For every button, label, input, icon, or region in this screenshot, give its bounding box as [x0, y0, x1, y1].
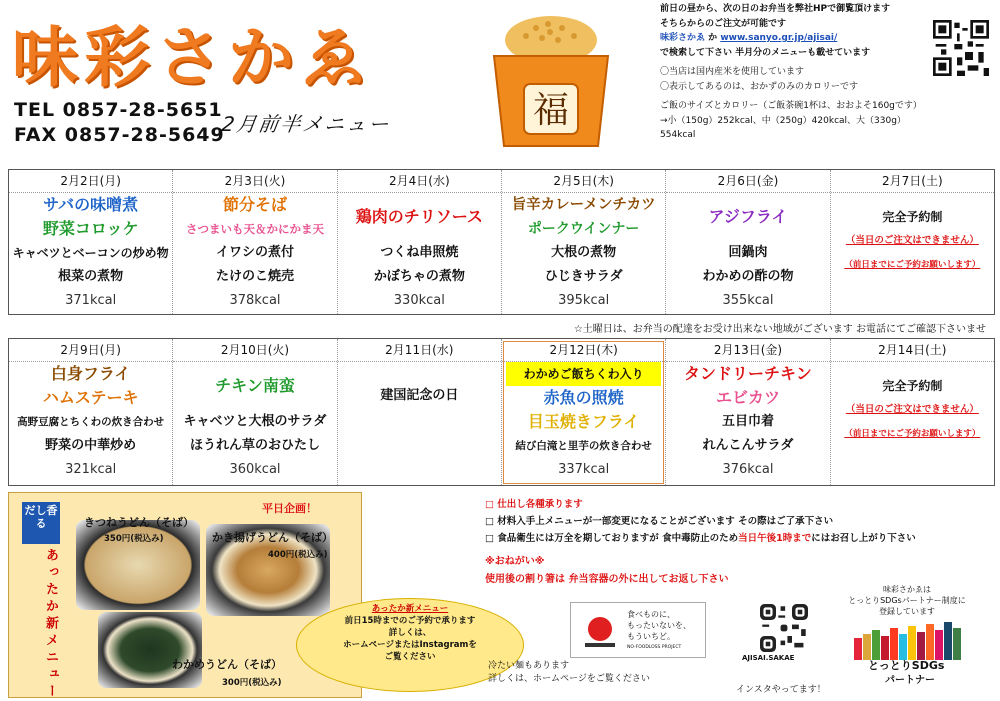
sdgs-caption-line: とっとりSDGsパートナー制度に	[848, 596, 966, 605]
cold-line: 冷たい麺もあります	[488, 661, 570, 671]
info-conj: か	[708, 33, 718, 43]
info-line: 〇当店は国内産米を使用しています	[660, 67, 805, 77]
menu-item: つくね串照焼	[380, 245, 459, 260]
day-date: 2月2日(月)	[9, 170, 172, 193]
day-column	[830, 170, 994, 315]
menu-item: アジフライ	[708, 207, 788, 226]
weekday-campaign: 平日企画！	[262, 502, 317, 515]
day-column	[173, 339, 337, 486]
sdgs-caption	[846, 584, 968, 617]
menu-item: エビカツ	[715, 388, 780, 407]
day-date: 2月6日(金)	[666, 170, 829, 193]
fuku-char: 福	[532, 90, 570, 131]
menu-item: ポークウインナー	[527, 221, 640, 237]
holiday-label: 建国記念の日	[380, 388, 459, 403]
menu-subtitle: 2月前半メニュー	[220, 112, 393, 136]
menu-item: 高野豆腐とちくわの炊き合わせ	[17, 416, 165, 428]
menu-item: さつまいも天＆かにかま天	[185, 222, 324, 236]
request-block	[485, 553, 728, 589]
cold-line: 詳しくは、ホームページをご覧ください	[488, 674, 650, 684]
request-title: ※おねがい※	[485, 556, 545, 567]
day-column	[501, 170, 665, 315]
menu-item: イワシの煮付	[215, 245, 294, 260]
reservation-note: 完全予約制	[882, 210, 943, 224]
wakame-label: わかめうどん（そば）	[172, 658, 282, 671]
qr-code-website[interactable]	[933, 20, 989, 76]
sdgs-caption-line: 登録しています	[879, 607, 935, 616]
day-date: 2月13日(金)	[666, 339, 829, 362]
reservation-warning: （前日までにご予約お願いします）	[844, 429, 981, 439]
bubble-line: ご覧ください	[384, 652, 436, 662]
menu-item: 目玉焼きフライ	[527, 412, 640, 431]
menu-item: たけのこ焼売	[215, 269, 294, 284]
menu-item: わかめご飯ちくわ入り	[506, 362, 661, 386]
reservation-warning: （当日のご注文はできません）	[845, 235, 979, 246]
menu-item	[666, 193, 829, 205]
foodloss-line: 食べものに、	[627, 610, 675, 619]
menu-item	[831, 193, 994, 205]
reservation-warning: （当日のご注文はできません）	[845, 404, 979, 415]
menu-table-week2	[8, 338, 995, 486]
logo: 味彩さかゑ	[12, 19, 372, 96]
day-date: 2月5日(木)	[502, 170, 665, 193]
reservation-warning: （前日までにご予約お願いします）	[844, 260, 981, 270]
dashi-tag: だし香る	[22, 502, 60, 544]
day-column	[666, 170, 830, 315]
menu-item: 節分そば	[222, 195, 287, 214]
foodloss-line: もういちど。	[627, 632, 675, 641]
foodloss-icon	[575, 605, 625, 655]
menu-item: 野菜コロッケ	[42, 219, 139, 238]
menu-item: 旨辛カレーメンチカツ	[511, 197, 656, 213]
menu-item: チキン南蛮	[215, 376, 295, 395]
note-menu-change: □ 材料入手上メニューが一部変更になることがございます その際はご了承下さい	[485, 516, 834, 527]
fax-number: FAX 0857-28-5649	[14, 124, 225, 146]
day-date: 2月14日(土)	[831, 339, 994, 362]
menu-item: 回鍋肉	[728, 245, 768, 260]
calories: 321kcal	[65, 462, 117, 477]
menu-item: キャベツと大根のサラダ	[183, 414, 327, 429]
menu-item	[338, 193, 501, 205]
menu-item: 五目巾着	[721, 414, 774, 429]
kitsune-label: きつねうどん（そば）	[84, 516, 194, 529]
menu-item	[338, 362, 501, 374]
menu-item: 赤魚の照焼	[543, 388, 624, 407]
note-catering: □ 仕出し各種承ります	[485, 499, 583, 510]
bubble-title: あったか新メニュー	[371, 604, 449, 614]
calories: 355kcal	[722, 293, 774, 308]
kakiage-price: 400円(税込み)	[268, 550, 328, 560]
calories: 337kcal	[558, 462, 610, 477]
info-line: 前日の昼から、次の日のお弁当を弊社HPで御覧頂けます	[660, 4, 891, 14]
foodloss-line: もったいないを、	[627, 621, 691, 630]
menu-item: 白身フライ	[50, 364, 131, 383]
menu-item: 野菜の中華炒め	[45, 438, 137, 453]
menu-item: れんこんサラダ	[702, 438, 794, 453]
instagram-handle: AJISAI.SAKAE	[742, 654, 795, 662]
qr-code-instagram[interactable]	[760, 604, 808, 652]
shop-name-link[interactable]: 味彩さかゑ	[660, 33, 706, 43]
tel-number: TEL 0857-28-5651	[14, 99, 223, 121]
menu-table-week1	[8, 169, 995, 315]
new-menu-vertical: あったか新メニュー	[43, 548, 58, 701]
kakiage-label: かき揚げうどん（そば）	[212, 531, 333, 544]
day-date: 2月9日(月)	[9, 339, 172, 362]
foodloss-caption: NO-FOODLOSS PROJECT	[627, 645, 682, 650]
day-column	[9, 170, 173, 315]
info-block	[660, 2, 930, 143]
menu-item	[338, 374, 501, 384]
note-hygiene: □ 食品衛生には万全を期しておりますが 食中毒防止のため当日午後1時までにはお召し上がり下さい	[485, 533, 916, 544]
menu-item: ひじきサラダ	[544, 269, 623, 284]
menu-item: キャベツとベーコンの炒め物	[12, 246, 169, 260]
menu-item: 大根の煮物	[551, 245, 617, 260]
instagram-caption: インスタやってます！	[736, 685, 826, 695]
bubble-line: 詳しくは、	[388, 628, 432, 638]
day-column	[666, 339, 830, 486]
info-line	[660, 31, 930, 46]
wakame-udon-photo	[98, 612, 202, 688]
sdgs-subtitle: パートナー	[885, 675, 935, 686]
day-column	[173, 170, 337, 315]
menu-item: 結び白滝と里芋の炊き合わせ	[515, 440, 652, 452]
reservation-note: 完全予約制	[882, 379, 943, 393]
notes-block	[485, 496, 995, 547]
bubble-line: 前日15時までのご予約で承ります	[344, 616, 476, 626]
info-line: →小（150g）252kcal、中（250g）420kcal、大（330g）554kcal	[660, 115, 906, 140]
info-line: ご飯のサイズとカロリー（ご飯茶碗1杯は、おおよそ160gです）	[660, 101, 922, 111]
no-foodloss-logo	[570, 602, 706, 658]
request-text: 使用後の割り箸は 弁当容器の外に出してお返し下さい	[485, 574, 729, 585]
sdgs-caption-line: 味彩さかゑは	[883, 585, 931, 594]
calories: 395kcal	[558, 293, 610, 308]
saturday-notice: ☆土曜日は、お弁当の配達をお受け出来ない地域がございます お電話にてご確認下さいませ	[573, 324, 986, 335]
day-date: 2月10日(火)	[173, 339, 336, 362]
menu-item	[173, 362, 336, 374]
day-column	[501, 339, 665, 486]
day-column	[830, 339, 994, 486]
sdgs-title: とっとりSDGs	[868, 659, 945, 672]
menu-item: サバの味噌煮	[43, 195, 139, 214]
menu-item: ほうれん草のおひたし	[189, 438, 320, 453]
menu-item: 根菜の煮物	[58, 269, 124, 284]
menu-item: 鶏肉のチリソース	[355, 207, 483, 226]
day-column	[337, 170, 501, 315]
bubble-line: ホームページまたはInstagramを	[343, 640, 477, 650]
wakame-price: 300円(税込み)	[222, 678, 282, 688]
info-line: 〇表示してあるのは、おかずのみのカロリーです	[660, 81, 859, 92]
calories: 376kcal	[722, 462, 774, 477]
menu-item: タンドリーチキン	[684, 364, 812, 383]
day-date: 2月7日(土)	[831, 170, 994, 193]
day-date: 2月4日(水)	[338, 170, 501, 193]
day-date: 2月3日(火)	[173, 170, 336, 193]
calories: 330kcal	[393, 293, 445, 308]
menu-item: かぼちゃの煮物	[373, 269, 465, 284]
cold-noodle-note	[488, 660, 650, 686]
menu-item: わかめの酢の物	[702, 269, 794, 284]
menu-item	[831, 362, 994, 374]
menu-item: ハムステーキ	[42, 388, 139, 407]
calories: 378kcal	[229, 293, 281, 308]
info-line: で検索して下さい 半月分のメニューも載せています	[660, 47, 871, 58]
website-link[interactable]: www.sanyo.gr.jp/ajisai/	[720, 33, 838, 43]
calories: 360kcal	[229, 462, 281, 477]
day-date: 2月12日(木)	[502, 339, 665, 362]
info-line: そちらからのご注文が可能です	[660, 18, 787, 29]
fukumasu-illustration	[476, 6, 626, 156]
calories: 371kcal	[65, 293, 117, 308]
day-column	[9, 339, 173, 486]
day-date: 2月11日(水)	[338, 339, 501, 362]
day-column	[337, 339, 501, 486]
kitsune-price: 350円(税込み)	[104, 534, 164, 544]
